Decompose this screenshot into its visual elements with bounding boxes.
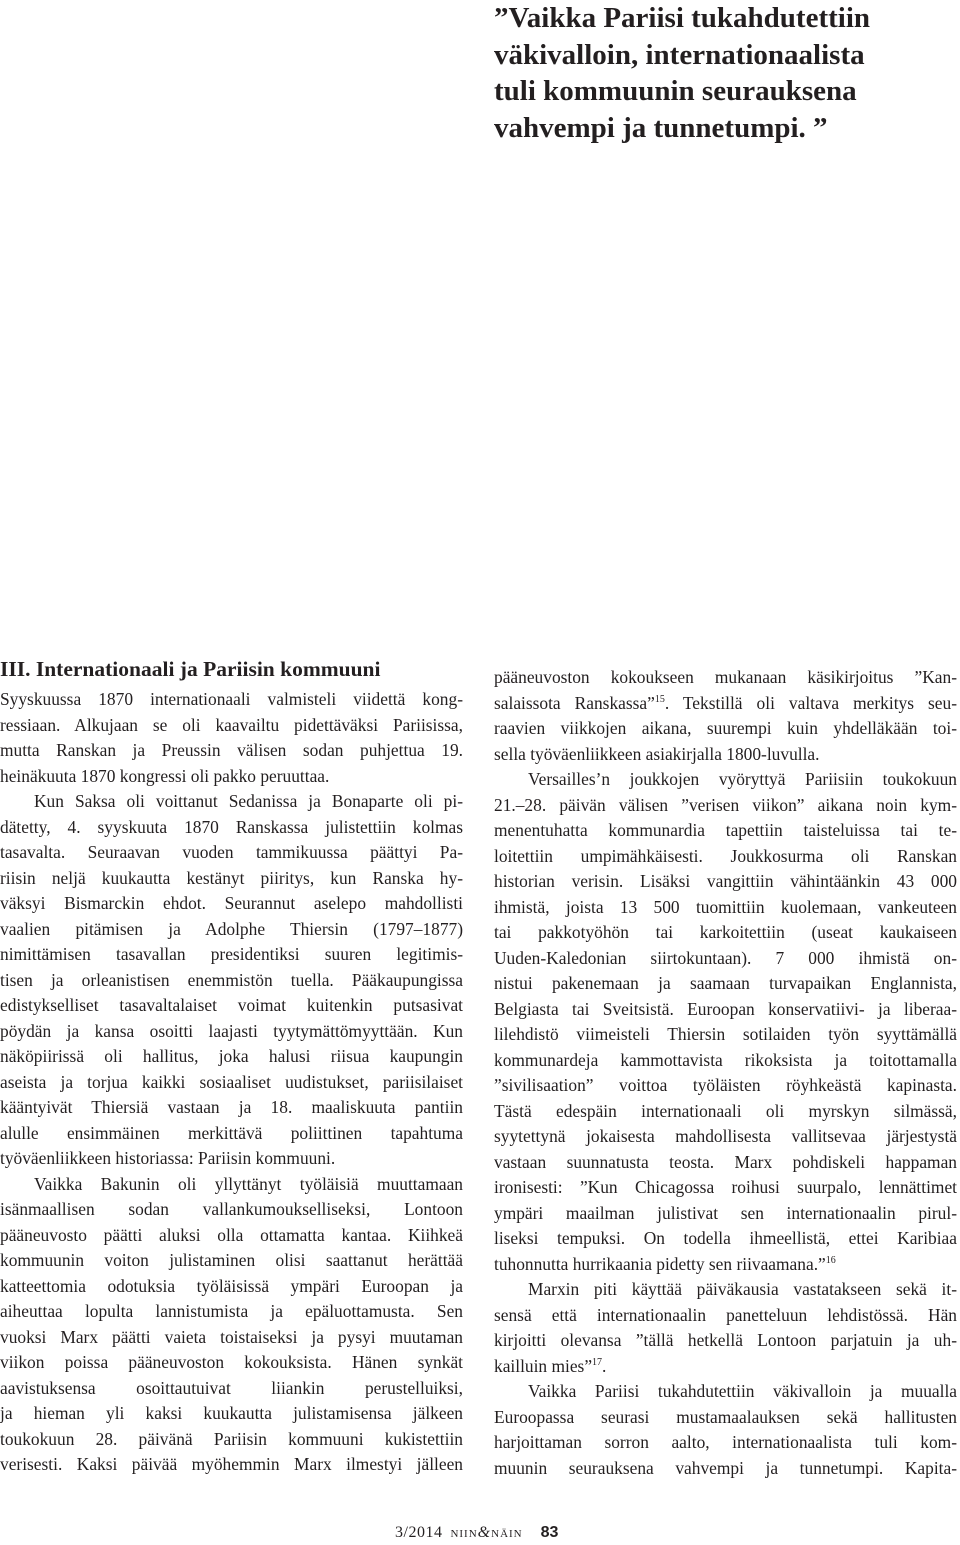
magazine-name (450, 1524, 522, 1541)
text-line (0, 942, 463, 968)
text-line (494, 997, 957, 1023)
text-line-content: raavien viikkojen aikana, suurempi kuin yhdelläkään toi- (494, 718, 957, 738)
text-line-content: Uuden-Kaledonian siirtokuntaan). 7 000 ihmistä on- (494, 947, 957, 968)
text-line (494, 1379, 957, 1405)
text-line-content: pöydän ja kansa osoitti laajasti tyytymättömyyttään. Kun (0, 1020, 463, 1041)
text-line (0, 1095, 463, 1121)
text-line-content: aiheuttaa lopulta lannistumista ja epäluottamusta. Sen (0, 1301, 463, 1321)
pull-quote-line: vahvempi ja tunnetumpi. ” (494, 111, 828, 144)
section-heading: III. Internationaali ja Pariisin kommuuni (0, 657, 381, 681)
text-line-content: ja hieman yli kaksi kuukautta julistamisensa jälkeen (0, 1403, 463, 1423)
text-line-content: nistui pakenemaan ja saamaan turvapaikan Englannista, (494, 973, 957, 993)
text-line-content: aavistuksensa osoittautuivat liiankin perustelluiksi, (0, 1377, 463, 1398)
footnote-ref: 15 (654, 693, 665, 705)
text-line-content: harjoittaman sorron aalto, internationaalista tuli kom- (494, 1432, 957, 1452)
text-line-content: alulle ensimmäinen merkittävä poliittinen tapahtuma (0, 1122, 463, 1143)
text-line (0, 1325, 463, 1351)
text-line (0, 738, 463, 764)
text-line-content: lilehdistö viimeisteli Thiersin sotilaiden työn syyttämällä (494, 1024, 957, 1044)
text-line-content: väksyi Bismarckin ehdot. Seurannut aselepo mahdollisti (0, 893, 463, 913)
pull-quote (494, 0, 934, 146)
text-line (494, 716, 957, 742)
text-line-content: isänmaallisen sodan vallankumoukselliseksi, Lontoon (0, 1199, 463, 1219)
text-line (0, 687, 463, 713)
text-line (494, 895, 957, 921)
text-line (494, 767, 957, 793)
text-line (494, 1201, 957, 1227)
text-line-content: menentuhatta kommunardia tapettiin taisteluissa tai te- (494, 820, 957, 840)
text-line (0, 789, 463, 815)
text-line (0, 1376, 463, 1402)
text-line-content: dätetty, 4. syyskuuta 1870 Ranskassa julistettiin kolmas (0, 816, 463, 837)
text-line-content: nimittämisen tasavallan presidentiksi suuren legitimis- (0, 944, 463, 964)
text-line-content: kommuunin voiton julistaminen olisi saattanut herättää (0, 1250, 463, 1270)
text-line-content: katteettomia odotuksia työläisissä ympäri Euroopan ja (0, 1275, 463, 1296)
text-line (0, 1121, 463, 1147)
text-line (494, 665, 957, 691)
text-line-content: ympäri maailman julistivat sen internationaalin pirul- (494, 1202, 957, 1223)
text-line (494, 1048, 957, 1074)
text-line (494, 1022, 957, 1048)
text-line (494, 844, 957, 870)
text-line-content: kommunardeja kammottavista rikoksista ja toitottamalla (494, 1049, 957, 1070)
text-line (0, 1172, 463, 1198)
text-line (494, 1226, 957, 1252)
pull-quote-line: tuli kommuunin seurauksena (494, 75, 857, 107)
text-line (0, 1019, 463, 1045)
text-line (494, 691, 957, 717)
text-line-content: salaissota Ranskassa” (494, 692, 655, 713)
text-line-content: Vaikka Bakunin oli yllyttänyt työläisiä muuttamaan (34, 1173, 463, 1194)
issue-number: 3/2014 (395, 1524, 443, 1541)
text-line-content: aseista ja torjua kaikki sosiaaliset uudistukset, pariisilaiset (0, 1071, 463, 1092)
text-line (0, 891, 463, 917)
text-line-content: tuhonnutta hurrikaania pidetty sen riivaamana.” (494, 1253, 826, 1274)
text-line-content: Tästä edespäin internationaali oli myrskyn silmässä, (494, 1100, 957, 1121)
text-line-content: verisesti. Kaksi päivää myöhemmin Marx ilmestyi jälleen (0, 1454, 463, 1474)
text-line (0, 764, 463, 790)
text-line-content: työväenliikkeen historiassa: Pariisin kommuuni. (0, 1148, 336, 1168)
text-line-content: Kun Saksa oli voittanut Sedanissa ja Bonaparte oli pi- (34, 791, 463, 811)
text-line (0, 713, 463, 739)
text-line (0, 1274, 463, 1300)
text-line-content: Versailles’n joukkojen vyöryttyä Pariisiin toukokuun (528, 769, 957, 789)
text-line-content: vuoksi Marx päätti vaieta toistaiseksi ja pysyi muutaman (0, 1326, 463, 1347)
left-column (0, 656, 463, 1478)
text-line (494, 818, 957, 844)
text-line-content: ressiaan. Alkujaan se oli kaavailtu pidettäväksi Pariisissa, (0, 714, 463, 735)
text-line-content: historian verisin. Lisäksi vangittiin vähintäänkin 43 000 (494, 871, 957, 891)
magazine-name-start: niin (450, 1524, 478, 1541)
text-line-continuation: . Tekstillä oli valtava merkitys seu- (664, 692, 957, 713)
text-line (0, 815, 463, 841)
text-line (494, 1252, 957, 1278)
text-line-content: sensä että internationaalin panetteluun lehdistössä. Hän (494, 1304, 957, 1325)
text-line-content: tai pakkotyöhön tai karkoitettiin (useat kaukaiseen (494, 922, 957, 942)
text-line-content: tasavalta. Seuraavan vuoden tammikuussa päättyi Pa- (0, 842, 463, 862)
text-line (0, 1401, 463, 1427)
text-line-content: tisen ja orleanistisen enemmistön tuella. Pääkaupungissa (0, 969, 463, 990)
text-line-content: 21.–28. päivän välisen ”verisen viikon” aikana noin kym- (494, 794, 957, 815)
text-line (0, 1070, 463, 1096)
right-column (494, 665, 957, 1481)
text-line-content: Belgiasta tai Sveitsistä. Euroopan konservatiivi- ja liberaa- (494, 998, 957, 1019)
text-line-content: toukokuun 28. päivänä Pariisin kommuuni kukistettiin (0, 1428, 463, 1449)
text-line (0, 1248, 463, 1274)
text-line-content: riisin neljä kuukautta kestänyt piiritys, kun Ranska hy- (0, 867, 463, 888)
text-line-content: Vaikka Pariisi tukahdutettiin väkivalloin ja muualla (528, 1381, 957, 1401)
text-line-content: näköpiirissä oli hallitus, joka halusi riisua kaupungin (0, 1046, 463, 1066)
text-line-content: ”sivilisaation” voittoa työläisten röyhkeästä kapinasta. (494, 1075, 957, 1095)
text-line (494, 1124, 957, 1150)
pull-quote-line: väkivalloin, internationaalista (494, 38, 865, 71)
text-line (494, 1073, 957, 1099)
text-line (494, 793, 957, 819)
text-line-content: Marxin piti käyttää päiväkausia vastatakseen sekä it- (528, 1279, 957, 1299)
text-line (494, 946, 957, 972)
text-line (494, 1277, 957, 1303)
text-line-content: sella työväenliikkeen asiakirjalla 1800-luvulla. (494, 743, 820, 764)
text-line-content: viikon poissa pääneuvoston kokouksista. Hänen synkät (0, 1352, 463, 1372)
text-line (494, 1175, 957, 1201)
text-line-content: Syyskuussa 1870 internationaali valmisteli viidettä kong- (0, 689, 463, 709)
text-line (0, 1299, 463, 1325)
text-line-content: vastaan suunnatusta teosta. Marx pohdiskeli happaman (494, 1151, 957, 1172)
text-line-content: ironisesti: ”Kun Chicagossa roihusi suurpalo, lennättimet (494, 1177, 957, 1197)
text-line-content: kääntyivät Thiersiä vastaan ja 18. maaliskuuta pantiin (0, 1097, 463, 1117)
magazine-ampersand: & (477, 1524, 492, 1541)
text-line-content: Euroopassa seurasi mustamaalauksen sekä hallitusten (494, 1406, 957, 1427)
text-line-content: syytettynä jokaisesta mahdollisesta vallitsevaa järjestystä (494, 1126, 957, 1146)
text-line (0, 840, 463, 866)
text-line-content: pääneuvoston kokoukseen mukanaan käsikirjoitus ”Kan- (494, 667, 957, 687)
page-footer (395, 1523, 558, 1543)
text-line-content: vaalien pitämisen ja Adolphe Thiersin (1797–1877) (0, 918, 463, 939)
text-line (494, 1456, 957, 1482)
text-line (494, 971, 957, 997)
text-line (0, 1146, 463, 1172)
text-line (0, 968, 463, 994)
footnote-ref: 17 (592, 1356, 603, 1368)
text-line (494, 1150, 957, 1176)
text-line (0, 1044, 463, 1070)
text-line-content: loitettiin umpimähkäisesti. Joukkosurma oli Ranskan (494, 845, 957, 866)
text-line (0, 1223, 463, 1249)
page-number: 83 (540, 1524, 559, 1541)
text-line-continuation: . (602, 1355, 607, 1376)
text-line (0, 866, 463, 892)
text-line-content: kailluin mies” (494, 1355, 593, 1376)
text-line (0, 1350, 463, 1376)
text-line (494, 742, 957, 768)
text-line (0, 1197, 463, 1223)
footnote-ref: 16 (825, 1254, 836, 1266)
text-line (0, 1427, 463, 1453)
text-line-content: liseksi tempuksi. On todella ihmeellistä, ettei Karibiaa (494, 1228, 957, 1248)
text-line-content: muunin seurauksena vahvempi ja tunnetumpi. Kapita- (494, 1457, 957, 1478)
text-line (494, 1354, 957, 1380)
text-line-content: kirjoitti olevansa ”tällä hetkellä Lontoon parjatuin ja uh- (494, 1330, 957, 1350)
right-column-text (494, 665, 957, 1481)
text-line (0, 993, 463, 1019)
text-line (494, 1430, 957, 1456)
text-line-content: mutta Ranskan ja Preussin välisen sodan puhjettua 19. (0, 740, 463, 760)
magazine-name-end: näin (491, 1524, 523, 1541)
left-column-text (0, 687, 463, 1478)
text-line (494, 1328, 957, 1354)
text-line (494, 1099, 957, 1125)
text-line-content: heinäkuuta 1870 kongressi oli pakko peruuttaa. (0, 765, 330, 786)
text-line (494, 1405, 957, 1431)
pull-quote-line: ”Vaikka Pariisi tukahdutettiin (494, 2, 871, 34)
text-line-content: edistykselliset tasavaltalaiset voimat kuitenkin putsasivat (0, 995, 463, 1015)
text-line-content: pääneuvosto päätti aluksi olla ottamatta kantaa. Kiihkeä (0, 1224, 463, 1245)
text-line (0, 1452, 463, 1478)
text-line (494, 920, 957, 946)
text-line-content: ihmistä, joista 13 500 tuomittiin kuolemaan, vankeuteen (494, 896, 957, 917)
text-line (494, 1303, 957, 1329)
text-line (0, 917, 463, 943)
text-line (494, 869, 957, 895)
